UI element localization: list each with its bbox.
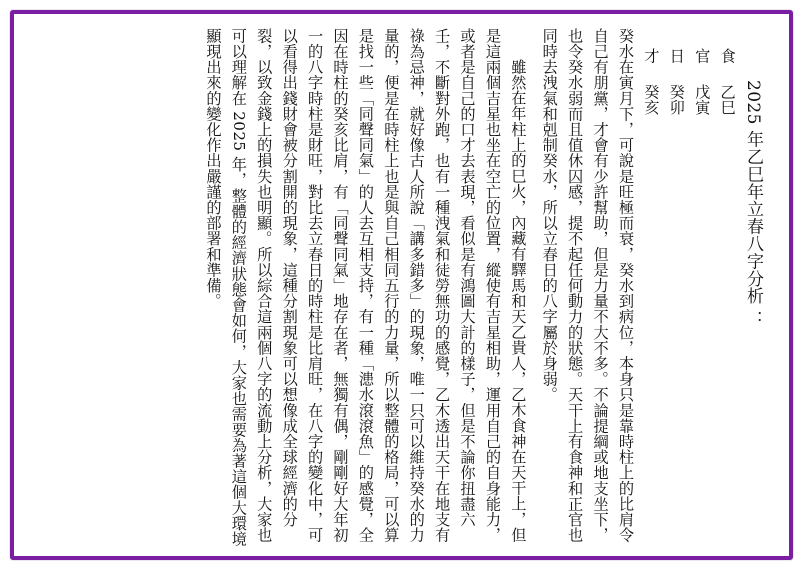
vertical-text-page (48, 28, 765, 548)
pillar-label: 食 (718, 48, 737, 64)
pillar-value: 乙巳 (718, 83, 737, 115)
pillar-day (663, 48, 688, 548)
pillar-hour (638, 48, 663, 548)
paragraph-2 (200, 28, 530, 548)
paragraph-1: 癸水在寅月下，可說是旺極而衰，癸水到病位，本身只是靠時柱上的比肩令自己有朋黨，才會有少許幫助，但是力量不大不多。不論提綱或地支坐下，也令癸水弱而且值休囚感，提不起任何動力的狀態。天干上有食神和正官也同時去洩氣和剋制癸水，所以立春日的八字屬於身弱。 (540, 28, 635, 543)
pillar-label: 日 (667, 48, 686, 64)
pillar-value: 癸亥 (642, 83, 661, 115)
paragraph-2-text: 雖然在年柱上的巳火，內藏有驛馬和天乙貴人，乙木食神在天干上，但是這兩個吉星也坐在空亡的位置，縱使有吉星相助，運用自己的自身能力，或者是自己的口才去表現，看似是有鴻圖大計的樣子，但是不論你扭盡六壬，不斷對外跑，也有一種洩氣和徒勞無功的感覺，乙木透出天干在地支有祿為忌神，就好像古人所說「講多錯多」的現象，唯一只可以維持癸水的力量的，便是在時柱上也是與自己相同五行的力量，所以整體的格局，可以算是找一些「同聲同氣」的人去互相支持，有一種「漶水滾滾魚」的感覺，全因在時柱的癸亥比肩，有「同聲同氣」地存在者，無獨有偶，剛剛好大年初一的八字時柱是財旺，對比去立春日的時柱是比肩旺，在八字的變化中，可以看得出錢財會被分割開的現象，這種分割現象可以想像成全球經濟的分裂，以致金錢上的損失也明顯。所以綜合這兩個八字的流動上分析，大家也可以理解在 2025 年，整體的經濟狀態會如何，大家也需要為著這個大環境顯現出來的變化作出嚴謹的部署和準備。 (204, 28, 528, 547)
document-frame (10, 10, 793, 560)
pillar-label: 才 (642, 48, 661, 64)
pillar-value: 戊寅 (693, 83, 712, 115)
pillar-month (689, 48, 714, 548)
bazi-pillars (638, 28, 740, 548)
page-title: 2025 年乙巳年立春八字分析 ： (743, 80, 763, 328)
pillar-value: 癸卯 (667, 83, 686, 115)
pillar-label: 官 (693, 48, 712, 64)
pillar-year (714, 48, 739, 548)
